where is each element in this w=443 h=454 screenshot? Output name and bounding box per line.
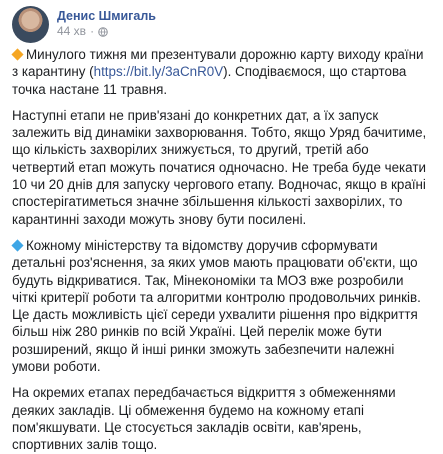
paragraph-1	[12, 46, 431, 98]
orange-diamond-icon	[11, 48, 23, 60]
blue-diamond-icon	[11, 239, 23, 251]
post-header	[12, 6, 431, 42]
paragraph-1-text-start: Минулого тижня ми презентували дорожню карту виходу країни з карантину (	[12, 47, 424, 80]
post-body	[12, 46, 431, 454]
globe-icon[interactable]	[98, 27, 108, 37]
author-name[interactable]: Денис Шмигаль	[57, 9, 156, 23]
paragraph-3	[12, 237, 431, 375]
paragraph-1-text-end: ). Сподіваємося, що стартова точка настане 11 травня.	[12, 64, 407, 97]
post-timestamp[interactable]: 44 хв	[57, 24, 87, 38]
paragraph-4: На окремих етапах передбачається відкриття з обмеженнями деяких закладів. Ці обмеження будемо на кожному етапі пом'якшувати. Це стосується закладів освіти, кав'ярень, спортивних залів тощо.	[12, 385, 396, 453]
post-subline	[57, 24, 156, 39]
paragraph-3-text: Кожному міністерству та відомству доручив сформувати детальні роз'яснення, за яких умов мають працювати об'єкти, що будуть відкриватися. Так, Мінекономіки та МОЗ вже розробили чіткі критерії роботи та алгоритми контролю продовольчих ринків. Це дасть можливість цієї середи ухвалити рішення про відкриття більш ніж 280 ринків по всій Україні. Цей перелік може бути розширений, якщо й інші ринки зможуть забезпечити належні умови роботи.	[12, 237, 421, 375]
author-avatar[interactable]	[12, 6, 49, 43]
roadmap-link[interactable]: https://bit.ly/3aCnR0V	[93, 64, 224, 80]
separator-dot: ·	[90, 24, 95, 38]
post-meta	[57, 6, 156, 39]
paragraph-2: Наступні етапи не прив'язані до конкретних дат, а їх запуск залежить від динаміки захворювання. Тобто, якщо Уряд бачитиме, що кількість захворілих знижується, то другий, третій або четвертий етап можуть початися одночасно. Не треба буде чекати 10 чи 20 днів для запуску чергового етапу. Водночас, якщо в країні спостерігатиметься значне збільшення кількості захворілих, то карантинні заходи можуть знову бути посилені.	[12, 107, 427, 227]
